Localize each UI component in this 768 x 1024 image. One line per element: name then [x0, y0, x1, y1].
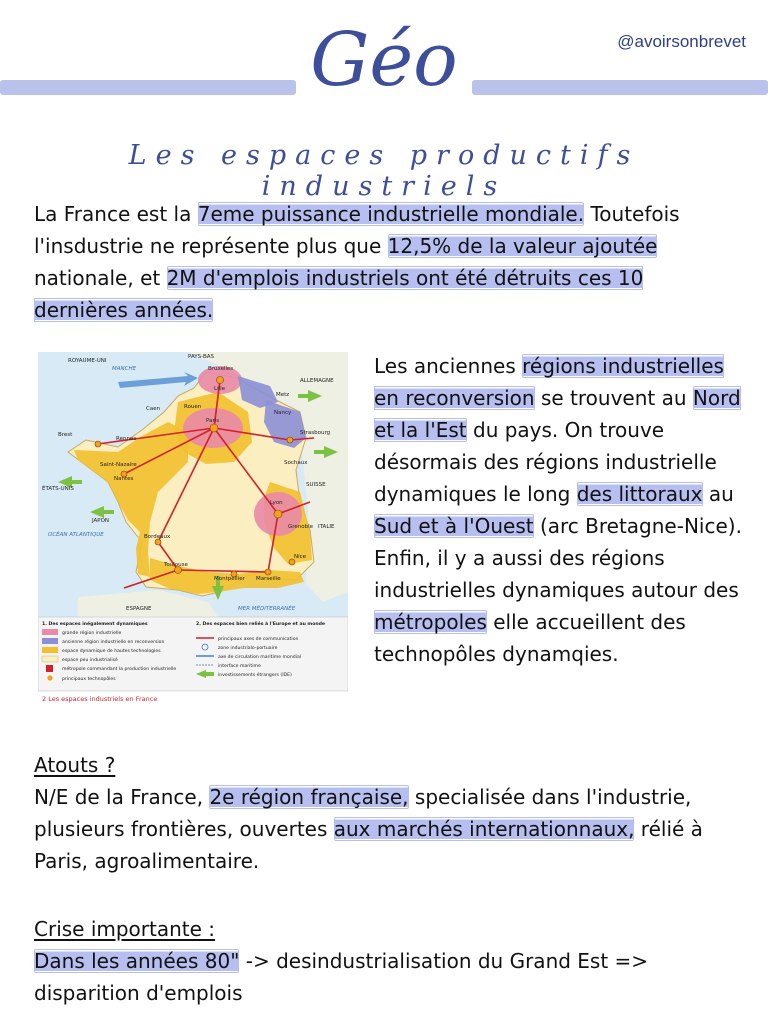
legend-item: espace peu industrialisé	[62, 658, 118, 663]
legend-item: investissements étrangers (IDE)	[218, 673, 292, 678]
atouts-highlight: 2e région française,	[209, 785, 409, 809]
map-label-suisse: SUISSE	[306, 482, 326, 488]
map-label-lille: Lille	[214, 386, 226, 392]
map-label-nantes: Nantes	[114, 476, 134, 482]
regions-text: au	[702, 482, 734, 506]
map-label-royaume-uni: ROYAUME-UNI	[68, 358, 107, 364]
map-label-caen: Caen	[146, 406, 161, 412]
intro-highlight: 12,5% de la valeur ajoutée	[387, 234, 658, 258]
map-label-toulouse: Toulouse	[164, 562, 188, 568]
crise-text: -> desindustrialisation du Grand Est => disparition d'emplois	[34, 949, 649, 1005]
atouts-section	[34, 749, 744, 877]
map-label-japon: JAPON	[92, 518, 110, 524]
atouts-text: N/E de la France,	[34, 785, 210, 809]
regions-highlight: Nord et la l'Est	[374, 386, 741, 442]
header-rule-right	[472, 80, 768, 95]
atouts-heading: Atouts ?	[34, 753, 116, 777]
page-subtitle: Les espaces productifs industriels	[128, 140, 640, 202]
regions-text: se trouvent au	[534, 386, 693, 410]
map-label-montpellier: Montpellier	[214, 576, 245, 582]
crise-section	[34, 913, 744, 1009]
map-label-pays-bas: PAYS-BAS	[188, 354, 214, 360]
map-caption: 2 Les espaces industriels en France	[42, 695, 158, 703]
legend-item: métropole commandant la production industrielle	[62, 667, 177, 672]
intro-highlight: 7eme puissance industrielle mondiale.	[197, 202, 585, 226]
legend-item: principaux axes de communication	[218, 637, 299, 642]
map-label-rennes: Rennes	[116, 436, 137, 442]
regions-text: Les anciennes	[374, 354, 523, 378]
legend-item: grande région industrielle	[62, 631, 122, 636]
regions-highlight: régions industrielles en reconversion	[374, 354, 724, 410]
map-label-marseille: Marseille	[256, 576, 281, 582]
regions-highlight: Sud et à l'Ouest	[374, 514, 534, 538]
legend-col1-title: 1. Des espaces inégalement dynamiques	[42, 622, 148, 627]
map-label-bordeaux: Bordeaux	[144, 534, 171, 540]
industrial-map-figure	[38, 352, 348, 705]
map-label-espagne: ESPAGNE	[126, 606, 152, 612]
regions-highlight: des littoraux	[576, 482, 703, 506]
map-label-sochaux: Sochaux	[284, 460, 308, 466]
map-label-paris: Paris	[206, 418, 220, 424]
regions-paragraph	[374, 350, 750, 670]
atouts-paragraph	[34, 781, 744, 877]
map-label-bruxelles: Bruxelles	[208, 366, 234, 372]
map-label-etats-unis: ÉTATS-UNIS	[42, 486, 74, 492]
map-label-rouen: Rouen	[184, 404, 202, 410]
map-label-saint-nazaire: Saint-Nazaire	[100, 462, 137, 468]
map-label-metz: Metz	[276, 392, 290, 398]
crise-paragraph	[34, 945, 744, 1009]
crise-highlight: Dans les années 80"	[34, 949, 240, 973]
map-label-manche: MANCHE	[112, 366, 137, 372]
map-label-grenoble: Grenoble	[288, 524, 314, 530]
regions-highlight: métropoles	[374, 610, 487, 634]
legend-item: espace dynamique de hautes technologies	[62, 649, 161, 654]
legend-item: zone industrialo-portuaire	[218, 646, 278, 651]
regions-text: elle accueillent des technopôles dynamqies.	[374, 610, 686, 666]
page-title: Géo	[310, 17, 458, 103]
legend-col2-title: 2. Des espaces bien reliés à l'Europe et au monde	[196, 622, 326, 627]
intro-text: nationale, et	[34, 266, 167, 290]
map-label-mer: MER MÉDITERRANÉE	[238, 606, 296, 612]
header-rule-left	[0, 80, 296, 95]
atouts-text: specialisée dans l'industrie, plusieurs frontières, ouvertes	[34, 785, 692, 841]
map-label-italie: ITALIE	[318, 524, 335, 530]
intro-highlight: 2M d'emplois industriels ont été détruits ces 10 dernières années.	[34, 266, 644, 322]
crise-heading: Crise importante :	[34, 917, 216, 941]
legend-item: ancienne région industrielle en reconversion	[62, 640, 165, 645]
map-label-brest: Brest	[58, 432, 73, 438]
atouts-highlight: aux marchés internationnaux,	[333, 817, 635, 841]
atouts-text: rélié à Paris, agroalimentaire.	[34, 817, 703, 873]
map-label-nice: Nice	[294, 554, 307, 560]
legend-item: interface maritime	[218, 664, 261, 669]
legend-item: axe de circulation maritime mondial	[218, 655, 302, 660]
intro-text: La France est la	[34, 202, 198, 226]
author-handle: @avoirsonbrevet	[617, 32, 746, 51]
map-label-allemagne: ALLEMAGNE	[300, 378, 334, 384]
map-label-nancy: Nancy	[274, 410, 292, 416]
map-label-lyon: Lyon	[270, 500, 283, 506]
legend-item: principaux technopôles	[62, 677, 116, 682]
intro-text: Toutefois l'insdustrie ne représente plus que	[34, 202, 680, 258]
map-label-ocean: OCÉAN ATLANTIQUE	[48, 532, 104, 538]
regions-text: (arc Bretagne-Nice). Enfin, il y a aussi des régions industrielles dynamiques autour des	[374, 514, 742, 602]
regions-text: du pays. On trouve désormais des régions industrielle dynamiques le long	[374, 418, 717, 506]
map-label-strasbourg: Strasbourg	[300, 430, 331, 436]
intro-paragraph	[34, 198, 734, 326]
